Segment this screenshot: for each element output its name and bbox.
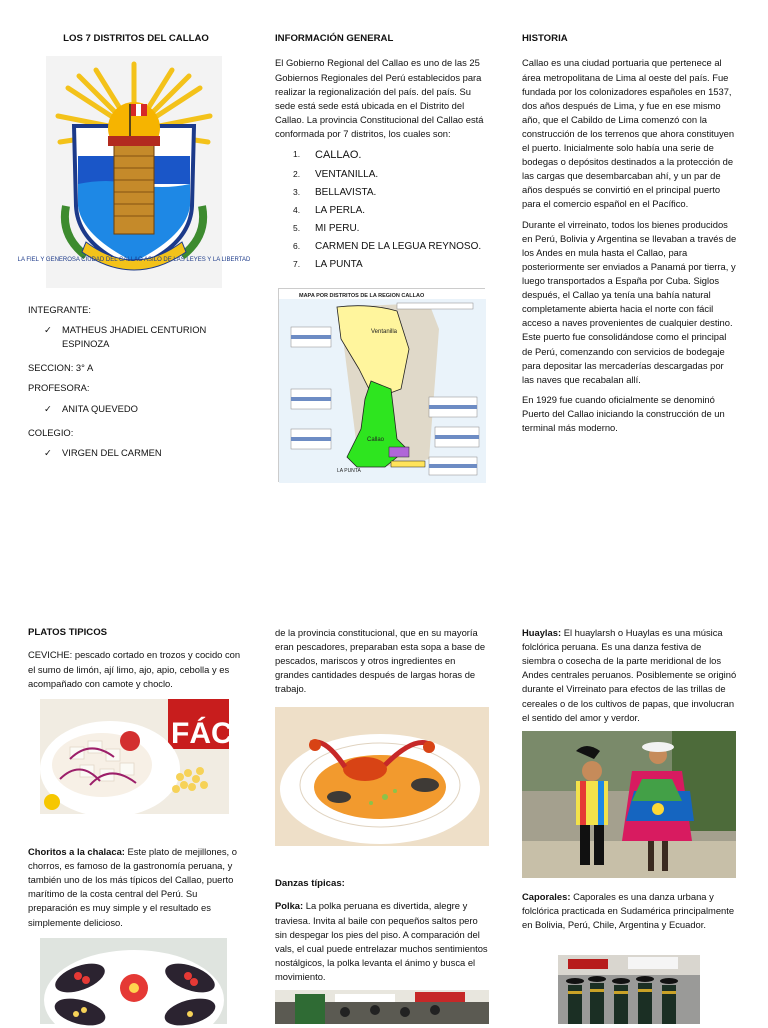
check-icon: ✓ xyxy=(44,446,52,458)
caporales-title: Caporales: xyxy=(522,891,571,902)
huaylas-block xyxy=(522,626,737,731)
info-body: El Gobierno Regional del Callao es uno de las 25 Gobiernos Regionales del Perú establecidos para realizar la regionalización del país. del país. Su sede está sede está ubicada en el Distrito del Callao. La provincia Constitucional del Callao está conformada por 7 distritos, los cuales son: xyxy=(275,57,484,139)
integrante-label: INTEGRANTE: xyxy=(28,304,92,315)
platos-column xyxy=(28,626,243,697)
historia-paragraph-3: En 1929 fue cuando oficialmente se denominó Puerto del Callao iniciando la construcción de un terminal más moderno. xyxy=(522,393,725,434)
info-column xyxy=(275,32,490,275)
integrante-item xyxy=(44,323,243,351)
sopa-image xyxy=(275,707,489,846)
list-item: 7. LA PUNTA xyxy=(293,258,363,270)
caporales-body: Caporales es una danza urbana y folclórica practicada en Sudamérica principalmente en Bolivia, Perú, Chile, Argentina y Ecuador. xyxy=(522,891,735,931)
seccion-label: SECCION: 3° A xyxy=(28,362,94,374)
list-item: 5. MI PERU. xyxy=(293,222,360,234)
choritos-block xyxy=(28,845,243,936)
map-label-lapunta: LA PUNTA xyxy=(337,468,361,474)
danzas-heading: Danzas típicas: xyxy=(275,878,345,889)
polka-body: La polka peruana es divertida, alegre y traviesa. Invita al baile con pequeños saltos pero sin despegar los pies del piso. A comparación del vals, el cual puede entrelazar muchos sentimientos nostálgicos, la polka levanta el ánimo y busca el movimiento. xyxy=(275,900,488,982)
profesora-label: PROFESORA: xyxy=(28,382,90,394)
caporales-block xyxy=(522,890,737,938)
sopa-continuation: de la provincia constitucional, que en su mayoría eran pescadores, preparaban esta sopa a base de pescados, mariscos y otros ingredientes en grandes cantidades después de largas horas de trabajo. xyxy=(275,627,486,695)
historia-heading: HISTORIA xyxy=(522,33,568,44)
danzas-block xyxy=(275,877,490,990)
ceviche-text: CEVICHE: pescado cortado en trozos y cocido con el sumo de limón, ají limo, ajo, apio, cebolla y es acompañado con camote y choclo. xyxy=(28,649,241,689)
list-item: 3. BELLAVISTA. xyxy=(293,186,377,198)
historia-paragraph-1: Callao es una ciudad portuaria que pertenece al área metropolitana de Lima al oeste del país. Fue fundada por los colonizadores españoles en 1537, dos años después de Lima, y fue en ese mismo año, que el Cabildo de Lima comenzó con la construcción de los terrenos que ahora constituyen el puerto. Inicialmente solo había una serie de bodegas o depósitos destinados a la protección de las cargas que desembarcaban ahí, y un par de años después se convirtió en el principal puerto para el comercio español en el Pacífico. xyxy=(522,57,735,210)
district-list xyxy=(275,147,490,272)
colegio-item xyxy=(44,446,243,460)
historia-column xyxy=(522,32,737,441)
huaylas-image xyxy=(522,731,736,878)
map-title: MAPA POR DISTRITOS DE LA REGION CALLAO xyxy=(299,293,425,299)
map-label-callao: Callao xyxy=(367,437,385,443)
list-item: 1. CALLAO. xyxy=(293,149,362,162)
cover-info xyxy=(28,303,243,470)
list-item: 2. VENTANILLA. xyxy=(293,168,379,180)
polka-title: Polka: xyxy=(275,900,304,912)
choritos-title: Choritos a la chalaca: xyxy=(28,846,125,857)
integrante-name: MATHEUS JHADIEL CENTURION ESPINOZA xyxy=(62,324,207,350)
huaylas-title: Huaylas: xyxy=(522,627,562,638)
map-label-ventanilla: Ventanilla xyxy=(371,329,398,335)
callao-shield-image xyxy=(17,56,251,288)
middle-column xyxy=(275,626,490,703)
choritos-image xyxy=(40,938,227,1024)
huaylas-body: El huaylarsh o Huaylas es una música folclórica peruana. Es una danza festiva de siembra o cosecha de la parte meridional de los Andes centrales peruanos. Posiblemente se originó durante el Virreinato para efectos de las trillas de cereales o de los cultivos de papas, que involucran el sentido del amor y verdor. xyxy=(522,627,737,723)
info-heading: INFORMACIÓN GENERAL xyxy=(275,33,394,44)
cover-title: LOS 7 DISTRITOS DEL CALLAO xyxy=(63,33,209,44)
list-item: 6. CARMEN DE LA LEGUA REYNOSO. xyxy=(293,240,482,252)
caporales-image xyxy=(558,955,700,1024)
platos-heading: PLATOS TIPICOS xyxy=(28,627,108,638)
cover-column xyxy=(28,32,238,46)
shield-motto: LA FIEL Y GENEROSA CIUDAD DEL CALLAO ASILO DE LAS LEYES Y LA LIBERTAD xyxy=(17,257,251,263)
historia-paragraph-2: Durante el virreinato, todos los bienes producidos en Perú, Bolivia y Argentina se llevaban a través de los Andes en mula hasta el Callao, para posteriormente ser enviados a Panamá por tierra, y luego transportados a España por Cuba. Siglos después, el Callao ya tenía una bahía natural completamente abierta hacia el norte con fácil acceso a naves provenientes de cualquier destino. Este puerto fue consolidándose como el principal de Perú, comenzando con servicios de bodegaje para depositar las mercaderías descargadas por las naves que recabalan allí. xyxy=(522,218,737,385)
list-item: 4. LA PERLA. xyxy=(293,204,366,216)
profesora-item xyxy=(44,402,243,416)
ceviche-banner: FÁC xyxy=(171,717,233,750)
check-icon: ✓ xyxy=(44,324,52,336)
check-icon: ✓ xyxy=(44,402,52,414)
colegio-name: VIRGEN DEL CARMEN xyxy=(62,446,162,458)
profesora-name: ANITA QUEVEDO xyxy=(62,402,138,414)
choritos-body: Este plato de mejillones, o chorros, es famoso de la gastronomía peruana, y también uno de los más típicos del Callao, puerto marítimo de la costa central del Perú. Su preparación es muy simple y el resultado es simplemente delicioso. xyxy=(28,846,237,928)
ceviche-image xyxy=(40,699,233,814)
callao-district-map xyxy=(278,288,485,482)
polka-image xyxy=(275,990,489,1024)
colegio-label: COLEGIO: xyxy=(28,426,74,438)
